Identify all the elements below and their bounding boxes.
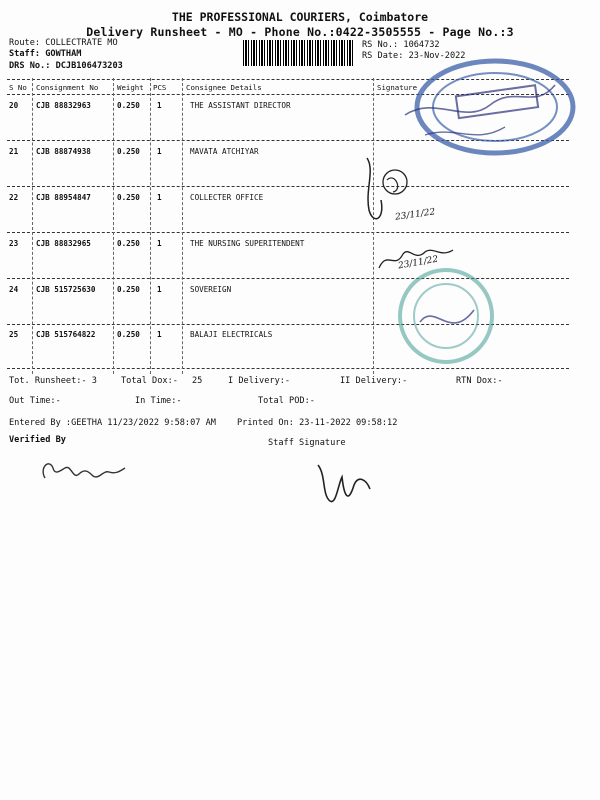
- runsheet-subtitle: Delivery Runsheet - MO - Phone No.:0422-3505555 - Page No.:3: [86, 25, 514, 39]
- route-label: Route: COLLECTRATE MO: [9, 38, 118, 48]
- row-sno: 24: [9, 285, 19, 294]
- staff-label: Staff: GOWTHAM: [9, 49, 82, 59]
- row-consignment: CJB 88832963: [36, 101, 91, 110]
- company-title: THE PROFESSIONAL COURIERS, Coimbatore: [171, 10, 429, 24]
- row-consignee: BALAJI ELECTRICALS: [190, 330, 273, 339]
- total-pod: Total POD:-: [258, 396, 315, 406]
- out-time: Out Time:-: [9, 396, 61, 406]
- row-consignment: CJB 88954847: [36, 193, 91, 202]
- column-header-consignee: Consignee Details: [186, 83, 262, 92]
- row-rule: [7, 186, 569, 187]
- row-pcs: 1: [157, 193, 162, 202]
- in-time: In Time:-: [135, 396, 182, 406]
- column-header-signature: Signature: [377, 83, 418, 92]
- column-header-pcs: PCS: [153, 83, 167, 92]
- entered-by: Entered By :GEETHA 11/23/2022 9:58:07 AM: [9, 418, 216, 428]
- column-divider: [113, 78, 114, 374]
- i-delivery: I Delivery:-: [228, 376, 291, 386]
- row-consignee: MAVATA ATCHIYAR: [190, 147, 259, 156]
- verified-signature: [35, 450, 135, 490]
- row-rule: [7, 232, 569, 233]
- rs-number: RS No.: 1064732: [362, 40, 440, 50]
- column-header-sno: S No: [9, 83, 27, 92]
- signature-row-22: [355, 150, 465, 235]
- column-divider: [32, 78, 33, 374]
- row-sno: 22: [9, 193, 19, 202]
- row-pcs: 1: [157, 285, 162, 294]
- row-consignee: THE NURSING SUPERITENDENT: [190, 239, 305, 248]
- staff-signature: [310, 455, 380, 515]
- row-weight: 0.250: [117, 193, 140, 202]
- round-stamp-blue: [395, 55, 580, 165]
- column-divider: [182, 78, 183, 374]
- row-weight: 0.250: [117, 330, 140, 339]
- row-weight: 0.250: [117, 147, 140, 156]
- tot-runsheet: Tot. Runsheet:- 3: [9, 376, 97, 386]
- row-consignee: THE ASSISTANT DIRECTOR: [190, 101, 291, 110]
- verified-by-label: Verified By: [9, 435, 66, 445]
- row-consignment: CJB 88874938: [36, 147, 91, 156]
- row-weight: 0.250: [117, 239, 140, 248]
- total-dox-value: 25: [192, 376, 203, 386]
- total-dox-label: Total Dox:-: [121, 376, 178, 386]
- column-header-consignment: Consignment No: [36, 83, 99, 92]
- row-sno: 23: [9, 239, 19, 248]
- row-sno: 25: [9, 330, 19, 339]
- row-pcs: 1: [157, 147, 162, 156]
- column-header-weight: Weight: [117, 83, 144, 92]
- ii-delivery: II Delivery:-: [340, 376, 408, 386]
- row-pcs: 1: [157, 101, 162, 110]
- row-sno: 21: [9, 147, 19, 156]
- row-pcs: 1: [157, 330, 162, 339]
- handwritten-date-row-22: 23/11/22: [394, 207, 436, 223]
- column-divider: [150, 78, 151, 374]
- rtn-dox: RTN Dox:-: [456, 376, 503, 386]
- row-consignee: COLLECTER OFFICE: [190, 193, 264, 202]
- row-pcs: 1: [157, 239, 162, 248]
- drs-number: DRS No.: DCJB106473203: [9, 61, 123, 71]
- row-consignment: CJB 515725630: [36, 285, 96, 294]
- row-weight: 0.250: [117, 101, 140, 110]
- barcode: [243, 40, 355, 66]
- row-consignment: CJB 88832965: [36, 239, 91, 248]
- row-consignment: CJB 515764822: [36, 330, 96, 339]
- staff-signature-label: Staff Signature: [268, 438, 346, 448]
- row-consignee: SOVEREIGN: [190, 285, 232, 294]
- row-sno: 20: [9, 101, 19, 110]
- printed-on: Printed On: 23-11-2022 09:58:12: [237, 418, 398, 428]
- round-stamp-teal: [390, 262, 505, 372]
- handwritten-date-row-23: 23/11/22: [397, 254, 439, 272]
- row-weight: 0.250: [117, 285, 140, 294]
- rs-date: RS Date: 23-Nov-2022: [362, 51, 466, 61]
